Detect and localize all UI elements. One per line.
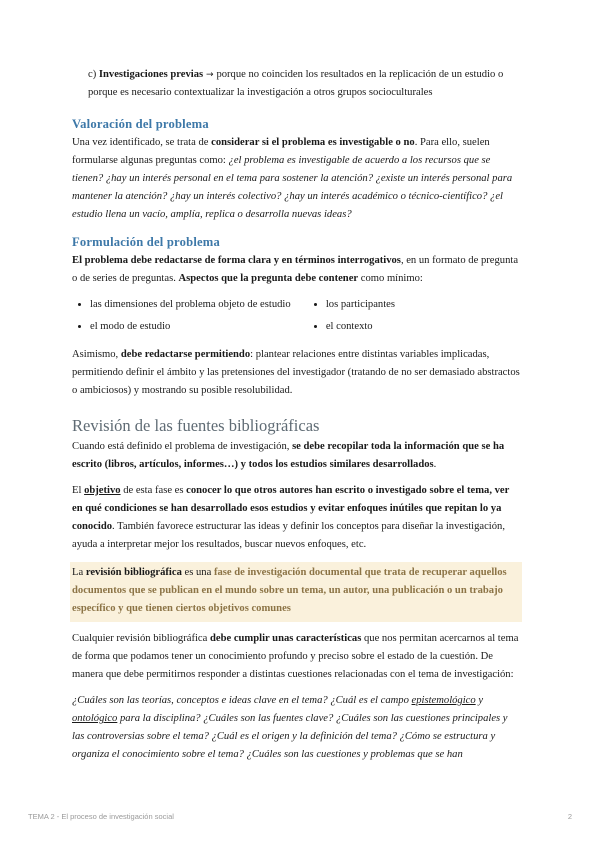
- highlighted-definition: [70, 562, 522, 622]
- text-run: como mínimo:: [358, 273, 423, 284]
- paragraph-revision-1: [72, 438, 522, 474]
- text-run: y: [475, 695, 484, 706]
- bold-run: debe redactarse permitiendo: [120, 349, 251, 360]
- highlighted-bold-run: fase de investigación documental que trata de recuperar aquellos documentos que se publican en el mundo sobre un tema, un autor, una publicación o un trabajo específico y que tienen ciertos objetivos comunes: [72, 567, 507, 614]
- text-run: El: [72, 485, 85, 496]
- bold-run: se debe recopilar toda la información que se ha escrito (libros, artículos, informes…) y todos los estudios similares desarrollados: [72, 441, 505, 470]
- page-number: 2: [567, 812, 572, 821]
- bold-run: Aspectos que la pregunta debe contener: [178, 273, 359, 284]
- bullet-item: • los participantes: [326, 296, 522, 314]
- paragraph-questions: [72, 692, 522, 764]
- footer-title: TEMA 2 - El proceso de investigación social: [28, 812, 174, 821]
- item-term: Investigaciones previas: [98, 69, 204, 80]
- bold-run: conocer lo que otros autores han escrito o investigado sobre el tema, ver en qué condiciones se han desarrollado esos estudios y evitar enfoques inútiles que repitan lo ya conocido: [72, 485, 510, 532]
- paragraph-asimismo: [72, 346, 522, 400]
- text-run: que nos permitan acercarnos al tema de forma que podamos tener un conocimiento profundo y preciso sobre el estado de la cuestión. De manera que debe permitirnos responder a distintas cuestiones relacionadas con el tema de investigación:: [72, 633, 519, 680]
- bullet-list-right: [304, 296, 522, 340]
- bullet-item: • el modo de estudio: [90, 318, 304, 336]
- bullet-item: • el contexto: [326, 318, 522, 336]
- text-run: Cuando está definido el problema de investigación,: [72, 441, 293, 452]
- item-text: porque no coinciden los resultados en la replicación de un estudio o porque es necesario contextualizar la investigación a otros grupos socioculturales: [88, 69, 504, 98]
- item-marker: c): [88, 69, 99, 80]
- paragraph-formulacion: [72, 252, 522, 288]
- bold-run: revisión bibliográfica: [85, 567, 182, 578]
- italic-questions: ¿el problema es investigable de acuerdo a los recursos que se tienen? ¿hay un interés personal en el tema para sostener la atención? ¿existe un interés personal para mantener la atención? ¿hay un interés colectivo? ¿hay un interés académico o técnico-científico? ¿el estudio llena un vacío, amplía, replica o desarrolla nuevas ideas?: [72, 155, 513, 220]
- list-item-c: [72, 66, 522, 102]
- text-run: , en un formato de pregunta o de series de preguntas.: [72, 255, 519, 284]
- bold-underlined-run: objetivo: [84, 485, 121, 496]
- text-run: de esta fase es: [120, 485, 187, 496]
- paragraph-revision-2: [72, 482, 522, 554]
- text-run: Asimismo,: [72, 349, 121, 360]
- heading-revision: Revisión de las fuentes bibliográficas: [72, 416, 320, 435]
- bold-run: El problema debe redactarse de forma clara y en términos interrogativos: [72, 255, 401, 266]
- text-run: es una: [181, 567, 214, 578]
- text-run: para la disciplina? ¿Cuáles son las fuentes clave? ¿Cuáles son las cuestiones principales y las controversias sobre el tema? ¿Cuál es el origen y la definición del tema? ¿Cómo se estructura y organiza el conocimiento sobre el tema? ¿Cuáles son las cuestiones y problemas que se han: [72, 713, 508, 760]
- bold-run: considerar si el problema es investigable o no: [211, 137, 415, 148]
- paragraph-valoracion: [72, 134, 522, 224]
- document-page: [72, 66, 522, 764]
- bold-run: debe cumplir unas características: [209, 633, 362, 644]
- text-run: .: [433, 459, 437, 470]
- link-ontologico[interactable]: ontológico: [72, 713, 118, 724]
- bullet-list-left: [72, 296, 304, 340]
- arrow-icon: →: [203, 70, 217, 80]
- bullet-item: • las dimensiones del problema objeto de estudio: [90, 296, 304, 314]
- text-run: . También favorece estructurar las ideas y definir los conceptos para diseñar la investigación, ayuda a interpretar mejor los resultados, buscar nuevos enfoques, etc.: [72, 521, 505, 550]
- bullet-columns: [72, 296, 522, 340]
- link-epistemologico[interactable]: epistemológico: [411, 695, 476, 706]
- heading-valoracion: Valoración del problema: [72, 117, 209, 131]
- text-run: ¿Cuáles son las teorías, conceptos e ideas clave en el tema? ¿Cuál es el campo: [72, 695, 412, 706]
- text-run: Cualquier revisión bibliográfica: [72, 633, 210, 644]
- text-run: Una vez identificado, se trata de: [72, 137, 212, 148]
- text-run: : plantear relaciones entre distintas variables implicadas, permitiendo definir el ámbito y las pretensiones del investigador (tratando de no ser demasiado abstractos o ambiciosos) y mostrando su posible resolubilidad.: [72, 349, 520, 396]
- text-run: La: [72, 567, 86, 578]
- text-run: . Para ello, suelen formularse algunas preguntas como:: [72, 137, 490, 166]
- heading-formulacion: Formulación del problema: [72, 235, 220, 249]
- paragraph-revision-4: [72, 630, 522, 684]
